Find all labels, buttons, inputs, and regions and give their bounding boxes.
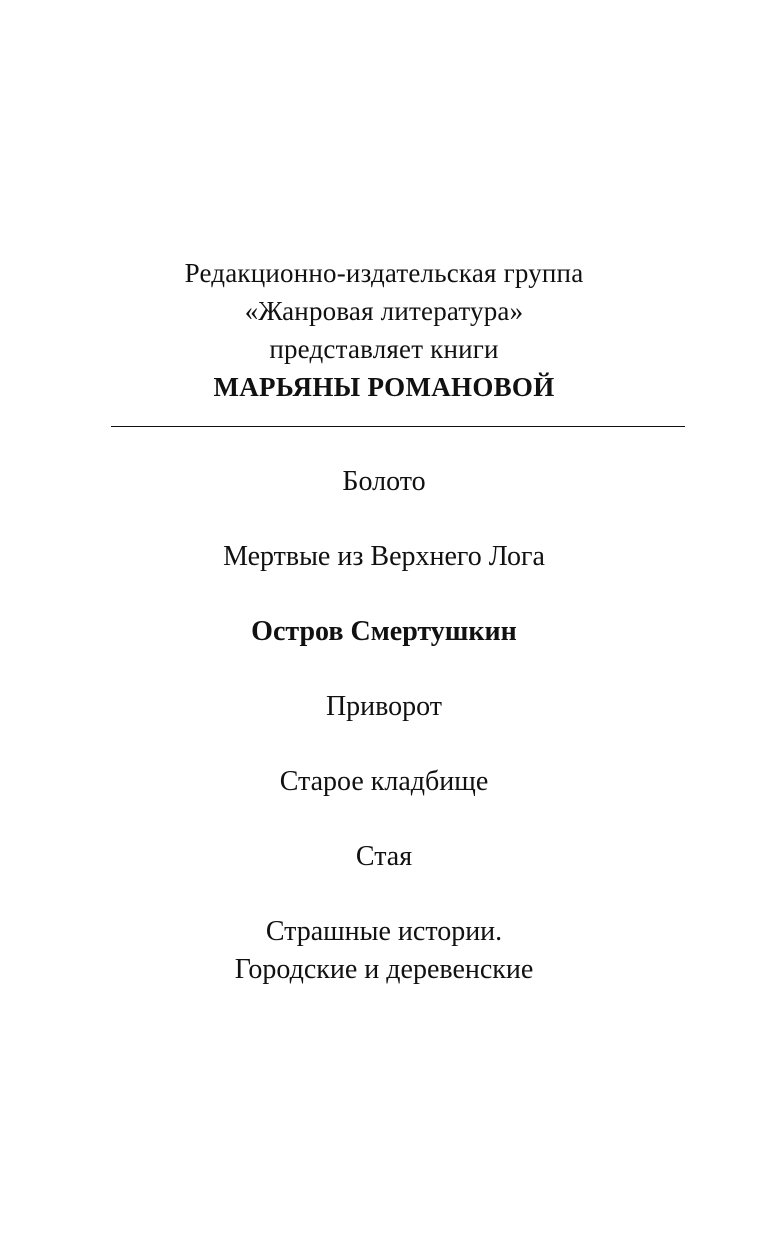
book-title-line: Мертвые из Верхнего Лога: [223, 541, 545, 572]
presents-line: представляет книги: [269, 334, 499, 364]
book-title-line: Стая: [355, 841, 413, 872]
book-title-line: Остров Смертушкин: [251, 616, 517, 647]
book-title: [0, 913, 768, 989]
author-name: МАРЬЯНЫ РОМАНОВОЙ: [213, 372, 555, 402]
publisher-header: [0, 254, 768, 406]
divider: [111, 426, 685, 427]
book-title: [0, 463, 768, 501]
book-title: [0, 688, 768, 726]
book-title-line: Приворот: [325, 691, 443, 722]
book-title: [0, 838, 768, 876]
book-title-highlighted: [0, 613, 768, 651]
book-subtitle-line: Городские и деревенские: [234, 954, 534, 985]
book-title-line: Страшные истории.: [265, 916, 503, 947]
book-title-line: Старое кладбище: [279, 766, 489, 797]
book-title: [0, 538, 768, 576]
publisher-line: Редакционно-издательская группа: [184, 258, 584, 288]
book-list: [0, 463, 768, 1026]
book-title-line: Болото: [342, 466, 426, 497]
book-title: [0, 763, 768, 801]
imprint-line: «Жанровая литература»: [244, 296, 524, 326]
